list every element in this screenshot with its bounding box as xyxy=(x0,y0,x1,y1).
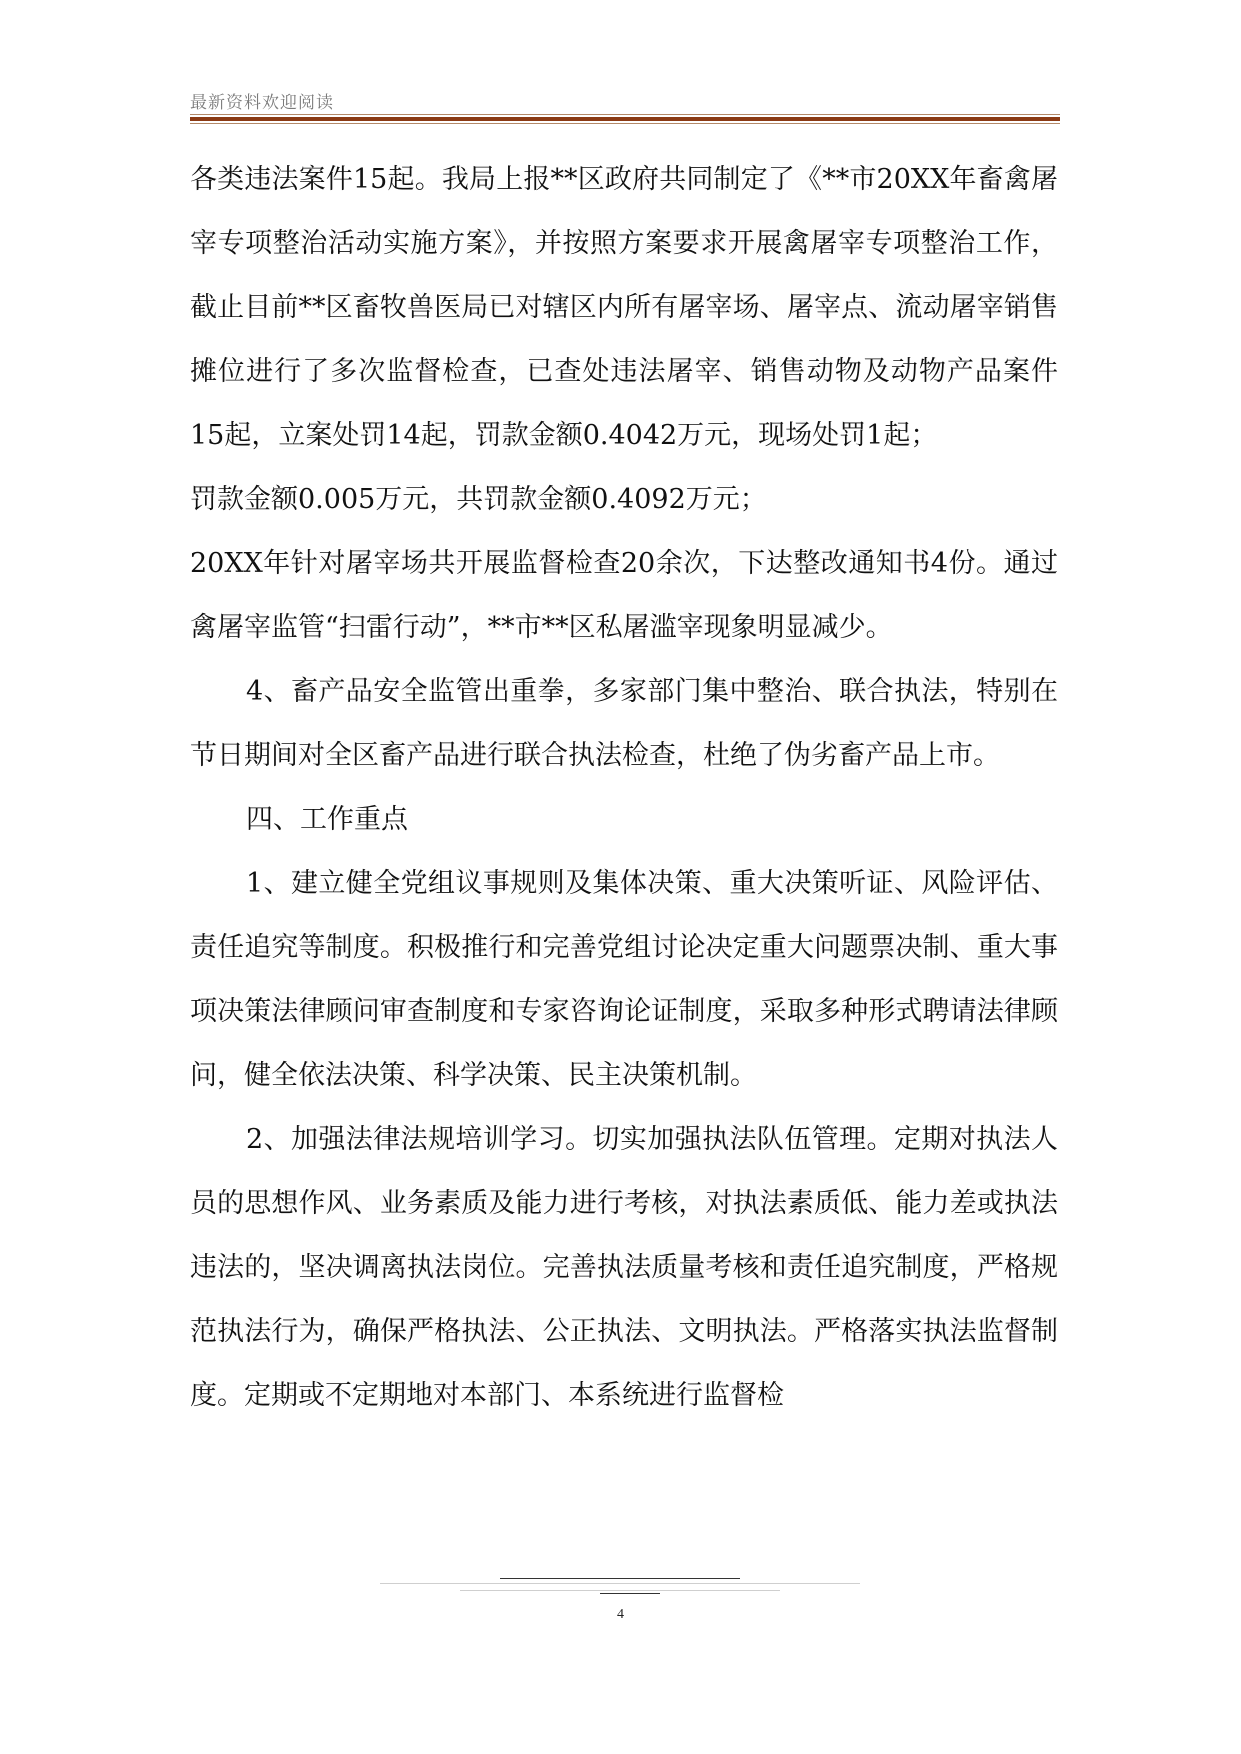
paragraph-point-2: 2、加强法律法规培训学习。切实加强执法队伍管理。定期对执法人员的思想作风、业务素质及能力进行考核，对执法素质低、能力差或执法违法的，坚决调离执法岗位。完善执法质量考核和责任追究制度，严格规范执法行为，确保严格执法、公正执法、文明执法。严格落实执法监督制度。定期或不定期地对本部门、本系统进行监督检 xyxy=(190,1124,1058,1411)
header-rule-thick xyxy=(190,117,1060,121)
paragraph-fine-amount: 罚款金额0.005万元，共罚款金额0.4092万元； xyxy=(190,484,767,515)
document-body xyxy=(190,148,1058,1428)
footer-rule-dark xyxy=(500,1578,740,1579)
paragraph-inspections: 20XX年针对屠宰场共开展监督检查20余次，下达整改通知书4份。通过禽屠宰监管“扫雷行动”，**市**区私屠滥宰现象明显减少。 xyxy=(190,548,1058,643)
paragraph-item-4: 4、畜产品安全监管出重拳，多家部门集中整治、联合执法，特别在节日期间对全区畜产品进行联合执法检查，杜绝了伪劣畜产品上市。 xyxy=(190,676,1058,771)
header-rule-bottom xyxy=(190,123,1060,124)
paragraph-continuation: 各类违法案件15起。我局上报**区政府共同制定了《**市20XX年畜禽屠宰专项整治活动实施方案》，并按照方案要求开展禽屠宰专项整治工作，截止目前**区畜牧兽医局已对辖区内所有屠宰场、屠宰点、流动屠宰销售摊位进行了多次监督检查，已查处违法屠宰、销售动物及动物产品案件15起，立案处罚14起，罚款金额0.4042万元，现场处罚1起； xyxy=(190,164,1058,451)
header-title: 最新资料欢迎阅读 xyxy=(190,93,334,113)
header-rule-top xyxy=(190,114,1060,115)
footer-rule-outer xyxy=(380,1583,860,1584)
footer-rule-center xyxy=(600,1593,660,1594)
footer-rule-inner xyxy=(460,1590,780,1591)
section-heading: 四、工作重点 xyxy=(246,804,408,835)
page-number: 4 xyxy=(617,1607,624,1622)
paragraph-point-1: 1、建立健全党组议事规则及集体决策、重大决策听证、风险评估、责任追究等制度。积极推行和完善党组讨论决定重大问题票决制、重大事项决策法律顾问审查制度和专家咨询论证制度，采取多种形式聘请法律顾问，健全依法决策、科学决策、民主决策机制。 xyxy=(190,868,1058,1091)
